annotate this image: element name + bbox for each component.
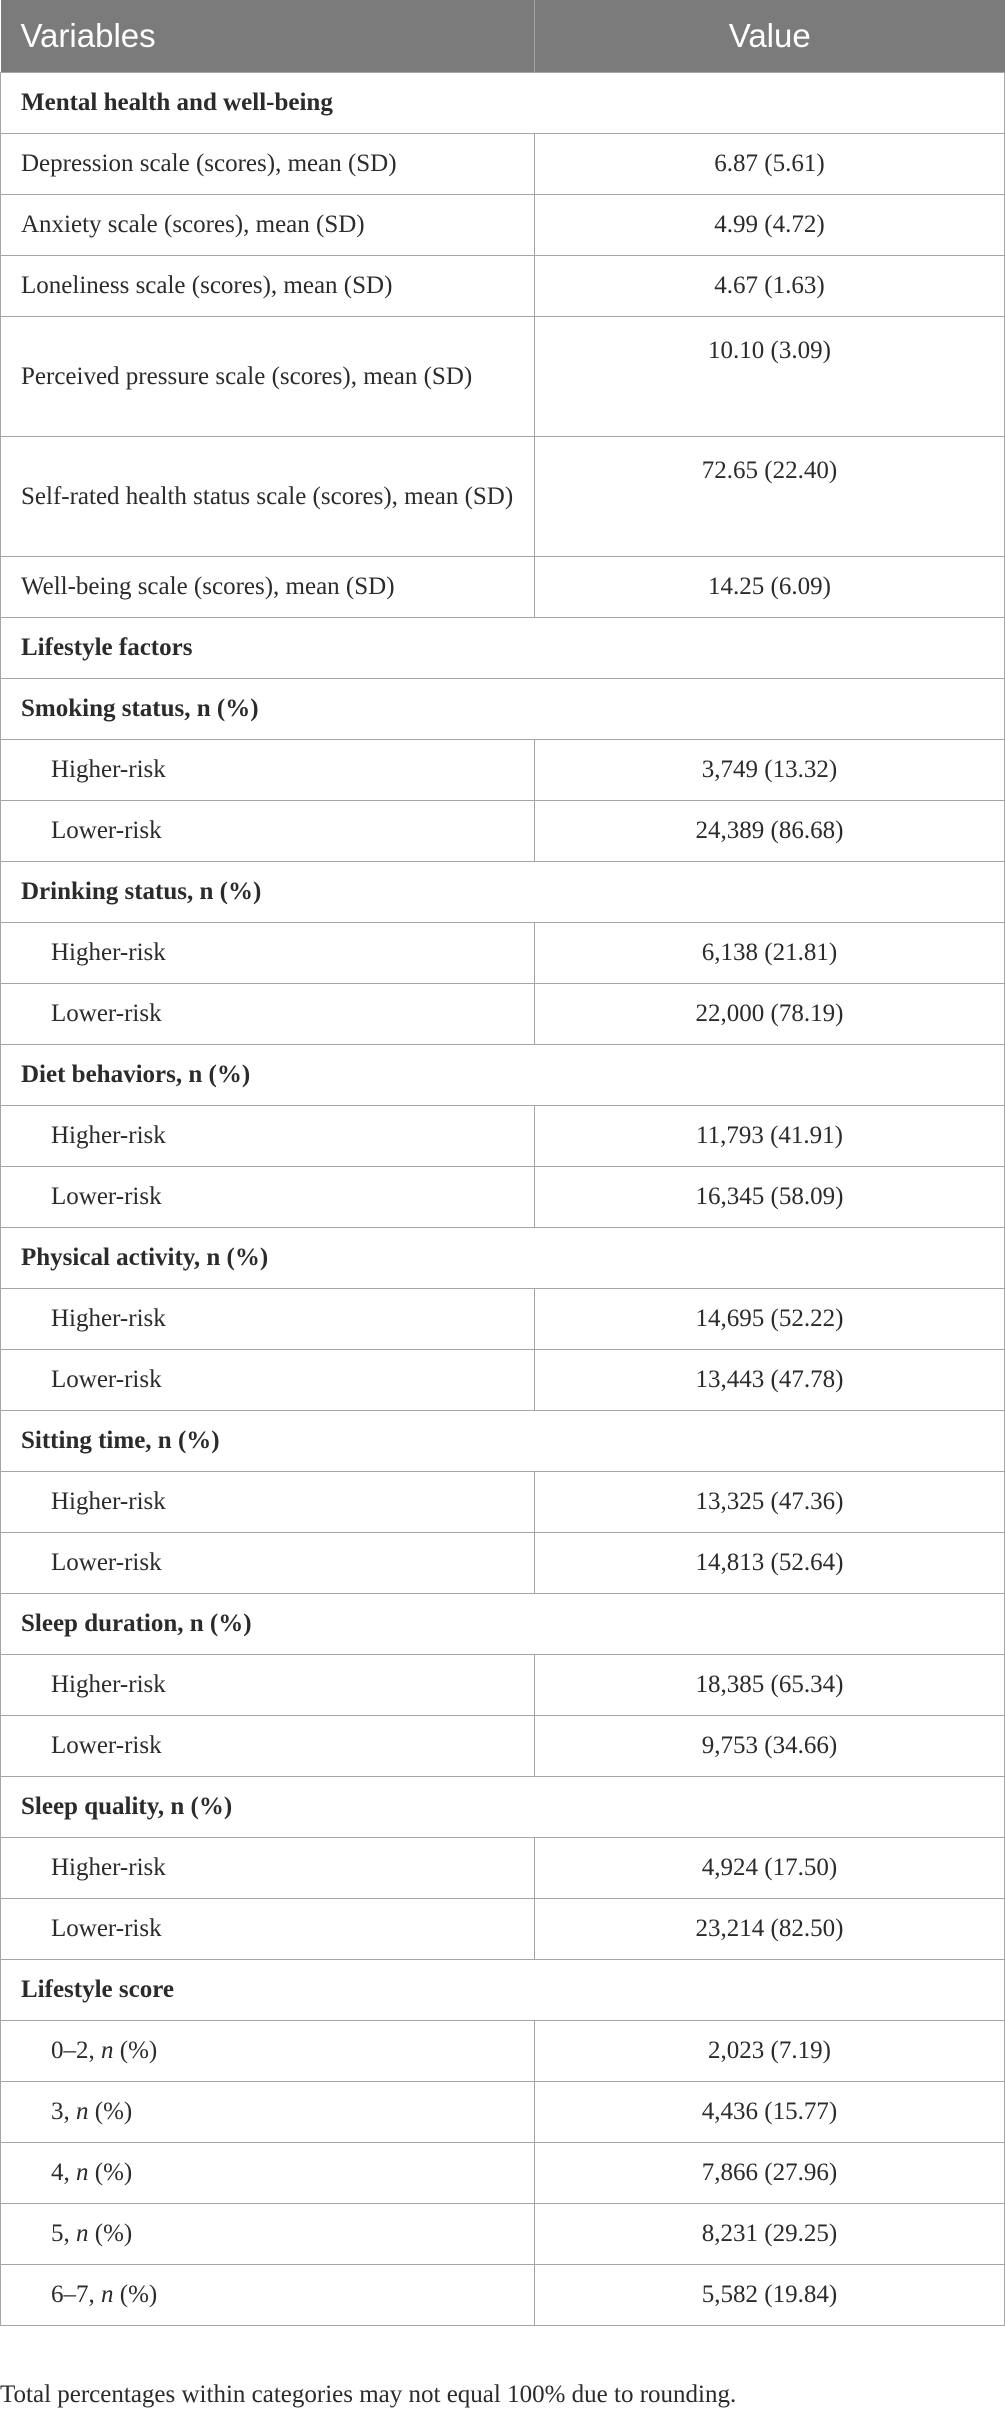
table-row [1,1289,1005,1350]
row-value: 13,325 (47.36) [535,1472,1005,1533]
table-row [1,317,1005,437]
table-body [1,73,1005,2326]
row-value: 4.67 (1.63) [535,256,1005,317]
row-value: 4.99 (4.72) [535,195,1005,256]
row-value: 11,793 (41.91) [535,1106,1005,1167]
table-row [1,1167,1005,1228]
section-title: Lifestyle score [1,1960,1005,2021]
table-row [1,437,1005,557]
section-row [1,618,1005,679]
row-label: Lower-risk [1,1533,535,1594]
table-row [1,2265,1005,2326]
section-row [1,1960,1005,2021]
row-value: 6,138 (21.81) [535,923,1005,984]
header-variables: Variables [1,0,535,73]
row-value: 14.25 (6.09) [535,557,1005,618]
italic-n: n [76,2220,89,2247]
section-title: Smoking status, n (%) [1,679,1005,740]
table-row [1,2204,1005,2265]
row-label: Lower-risk [1,801,535,862]
row-value: 7,866 (27.96) [535,2143,1005,2204]
row-label: Higher-risk [1,1838,535,1899]
table-row [1,2143,1005,2204]
row-value: 5,582 (19.84) [535,2265,1005,2326]
table-row [1,984,1005,1045]
row-value: 8,231 (29.25) [535,2204,1005,2265]
section-title: Diet behaviors, n (%) [1,1045,1005,1106]
table-row [1,195,1005,256]
section-row [1,1777,1005,1838]
table-row [1,1106,1005,1167]
section-row [1,862,1005,923]
table-row [1,2021,1005,2082]
section-row [1,73,1005,134]
row-value: 4,924 (17.50) [535,1838,1005,1899]
row-label: 0–2, n (%) [1,2021,535,2082]
table-row [1,740,1005,801]
section-title: Lifestyle factors [1,618,1005,679]
row-value: 3,749 (13.32) [535,740,1005,801]
row-label: Lower-risk [1,1350,535,1411]
row-label: 5, n (%) [1,2204,535,2265]
table-row [1,923,1005,984]
row-value: 4,436 (15.77) [535,2082,1005,2143]
row-value: 14,813 (52.64) [535,1533,1005,1594]
row-label: 4, n (%) [1,2143,535,2204]
section-title: Sleep duration, n (%) [1,1594,1005,1655]
row-label: Higher-risk [1,923,535,984]
row-label: Well-being scale (scores), mean (SD) [1,557,535,618]
row-value: 14,695 (52.22) [535,1289,1005,1350]
section-row [1,1045,1005,1106]
table-row [1,1899,1005,1960]
row-value: 2,023 (7.19) [535,2021,1005,2082]
row-value: 6.87 (5.61) [535,134,1005,195]
section-title: Sitting time, n (%) [1,1411,1005,1472]
italic-n: n [76,2098,89,2125]
row-label: Lower-risk [1,1167,535,1228]
italic-n: n [76,2159,89,2186]
row-label: Lower-risk [1,984,535,1045]
row-label: Loneliness scale (scores), mean (SD) [1,256,535,317]
table-row [1,1472,1005,1533]
table-row [1,2082,1005,2143]
row-label: Higher-risk [1,1655,535,1716]
section-row [1,1594,1005,1655]
row-label: Higher-risk [1,1472,535,1533]
row-value: 18,385 (65.34) [535,1655,1005,1716]
row-label: Self-rated health status scale (scores), mean (SD) [1,437,535,557]
section-title: Mental health and well-being [1,73,1005,134]
row-label: Perceived pressure scale (scores), mean (SD) [1,317,535,437]
row-label: Higher-risk [1,1289,535,1350]
row-value: 9,753 (34.66) [535,1716,1005,1777]
table-row [1,557,1005,618]
table-row [1,1716,1005,1777]
row-value: 16,345 (58.09) [535,1167,1005,1228]
table-row [1,1533,1005,1594]
row-label: Higher-risk [1,740,535,801]
row-value: 10.10 (3.09) [535,317,1005,437]
header-value: Value [535,0,1005,73]
section-title: Sleep quality, n (%) [1,1777,1005,1838]
table-row [1,1838,1005,1899]
section-title: Drinking status, n (%) [1,862,1005,923]
row-label: 6–7, n (%) [1,2265,535,2326]
row-label: 3, n (%) [1,2082,535,2143]
section-row [1,1228,1005,1289]
row-value: 72.65 (22.40) [535,437,1005,557]
italic-n: n [101,2281,114,2308]
section-row [1,1411,1005,1472]
table-row [1,134,1005,195]
italic-n: n [101,2037,114,2064]
row-label: Lower-risk [1,1899,535,1960]
row-value: 13,443 (47.78) [535,1350,1005,1411]
section-title: Physical activity, n (%) [1,1228,1005,1289]
section-row [1,679,1005,740]
table-footnote: Total percentages within categories may not equal 100% due to rounding. [0,2381,737,2408]
row-value: 23,214 (82.50) [535,1899,1005,1960]
row-label: Higher-risk [1,1106,535,1167]
row-label: Depression scale (scores), mean (SD) [1,134,535,195]
table-row [1,256,1005,317]
table-row [1,1655,1005,1716]
table-row [1,801,1005,862]
table-row [1,1350,1005,1411]
row-value: 24,389 (86.68) [535,801,1005,862]
header-row [1,0,1005,73]
row-value: 22,000 (78.19) [535,984,1005,1045]
row-label: Lower-risk [1,1716,535,1777]
row-label: Anxiety scale (scores), mean (SD) [1,195,535,256]
